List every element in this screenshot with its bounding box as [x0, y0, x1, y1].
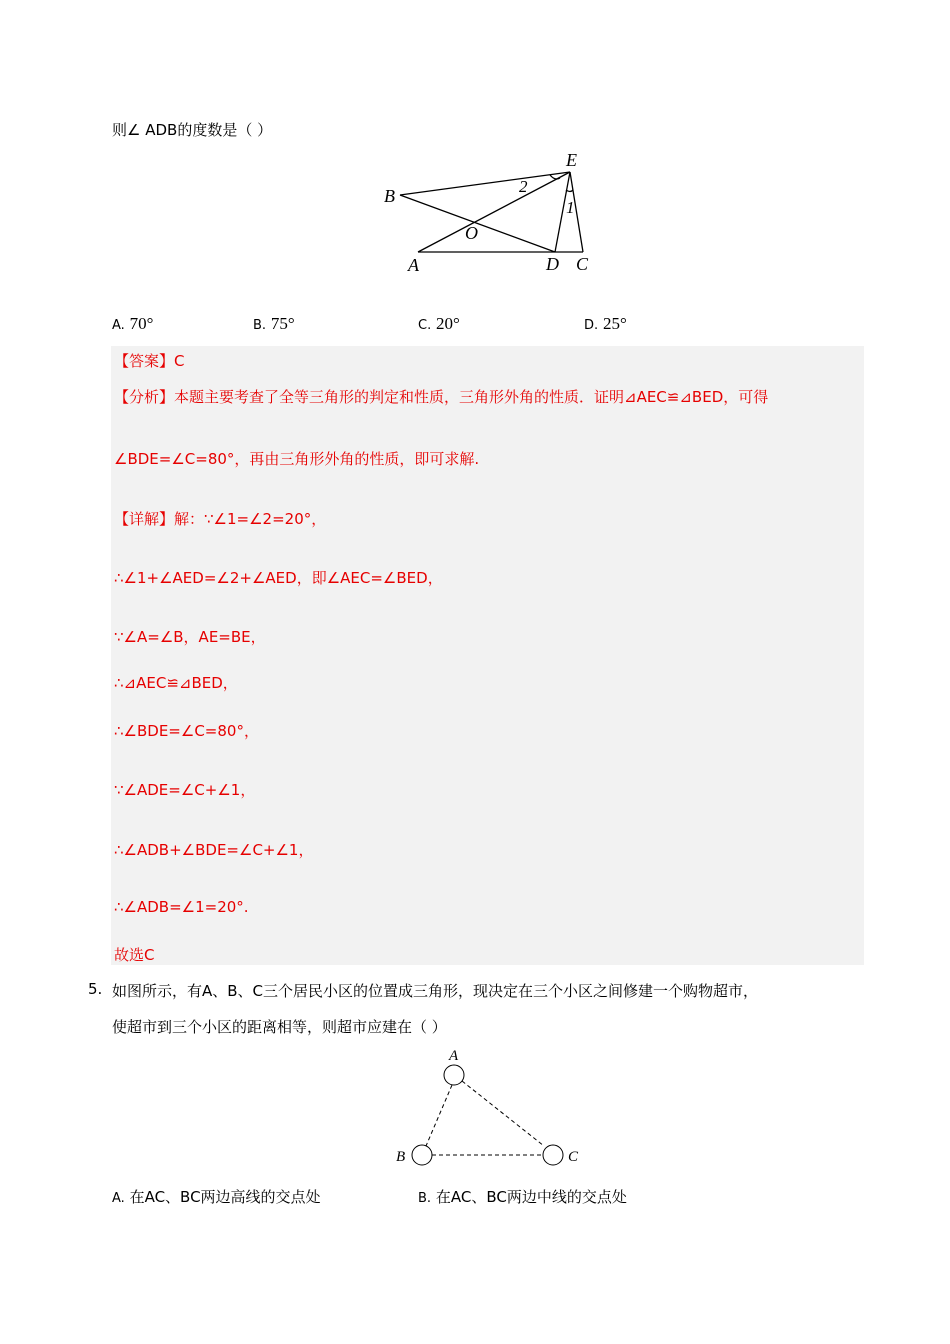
detail-line: ∴∠ADB+∠BDE=∠C+∠1，	[114, 841, 314, 859]
q4-option-d[interactable]	[584, 314, 627, 334]
angle-1-arc	[566, 190, 573, 192]
q4-option-c[interactable]	[418, 314, 460, 334]
answer-line: 【答案】C	[114, 352, 185, 370]
community-A-circle	[444, 1065, 464, 1085]
q4-figure	[370, 148, 610, 278]
option-value: 70°	[129, 314, 154, 333]
label-O: O	[465, 223, 478, 243]
dashed-AB	[426, 1085, 452, 1146]
label-B: B	[396, 1149, 406, 1165]
option-label: A.	[112, 1191, 125, 1206]
detail-line: 【详解】解：∵∠1=∠2=20°，	[114, 510, 327, 528]
segment-AE	[418, 172, 570, 252]
option-label: B.	[418, 1191, 432, 1206]
community-B-circle	[412, 1145, 432, 1165]
q5-stem-line-1: 如图所示，有A、B、C三个居民小区的位置成三角形，现决定在三个小区之间修建一个购物超市，	[112, 982, 759, 1000]
label-E: E	[566, 150, 577, 170]
option-label: C.	[418, 318, 432, 333]
q5-stem-line-2: 使超市到三个小区的距离相等，则超市应建在（ ）	[112, 1018, 447, 1036]
dashed-AC	[462, 1081, 544, 1146]
detail-line: ∴∠1+∠AED=∠2+∠AED，即∠AEC=∠BED，	[114, 569, 443, 587]
angle-2-arc	[550, 175, 560, 179]
q5-figure	[390, 1045, 590, 1170]
label-angle-2: 2	[519, 177, 528, 196]
detail-line: ∵∠A=∠B，AE=BE，	[114, 628, 266, 646]
label-angle-1: 1	[566, 198, 575, 217]
detail-line: ∴∠ADB=∠1=20°.	[114, 898, 249, 916]
segment-BE	[400, 172, 570, 195]
q5-number: 5.	[88, 980, 103, 998]
detail-line: ∴∠BDE=∠C=80°，	[114, 722, 259, 740]
q5-option-a[interactable]	[112, 1186, 321, 1207]
analysis-line-2: ∠BDE=∠C=80°，再由三角形外角的性质，即可求解.	[114, 450, 480, 468]
label-D: D	[546, 254, 559, 274]
conclusion-line: 故选C	[114, 946, 155, 964]
option-text: 在AC、BC两边中线的交点处	[435, 1188, 627, 1206]
q4-stem: 则∠ ADB的度数是（ ）	[112, 121, 273, 139]
option-value: 25°	[602, 314, 627, 333]
community-C-circle	[543, 1145, 563, 1165]
option-value: 75°	[270, 314, 295, 333]
option-label: A.	[112, 318, 125, 333]
label-C: C	[568, 1149, 579, 1165]
label-B: B	[384, 186, 395, 206]
answer-box	[111, 346, 864, 965]
detail-line: ∵∠ADE=∠C+∠1，	[114, 781, 256, 799]
q4-option-a[interactable]	[112, 314, 153, 334]
detail-line: ∴⊿AEC≌⊿BED，	[114, 674, 238, 692]
q5-option-b[interactable]	[418, 1186, 627, 1207]
label-C: C	[576, 254, 589, 274]
option-label: D.	[584, 318, 599, 333]
label-A: A	[408, 255, 419, 275]
option-text: 在AC、BC两边高线的交点处	[129, 1188, 321, 1206]
label-A: A	[449, 1048, 459, 1064]
q4-option-b[interactable]	[253, 314, 295, 334]
option-value: 20°	[436, 314, 460, 333]
option-label: B.	[253, 318, 267, 333]
analysis-line-1: 【分析】本题主要考查了全等三角形的判定和性质，三角形外角的性质．证明⊿AEC≌⊿BED，可得	[114, 388, 769, 406]
